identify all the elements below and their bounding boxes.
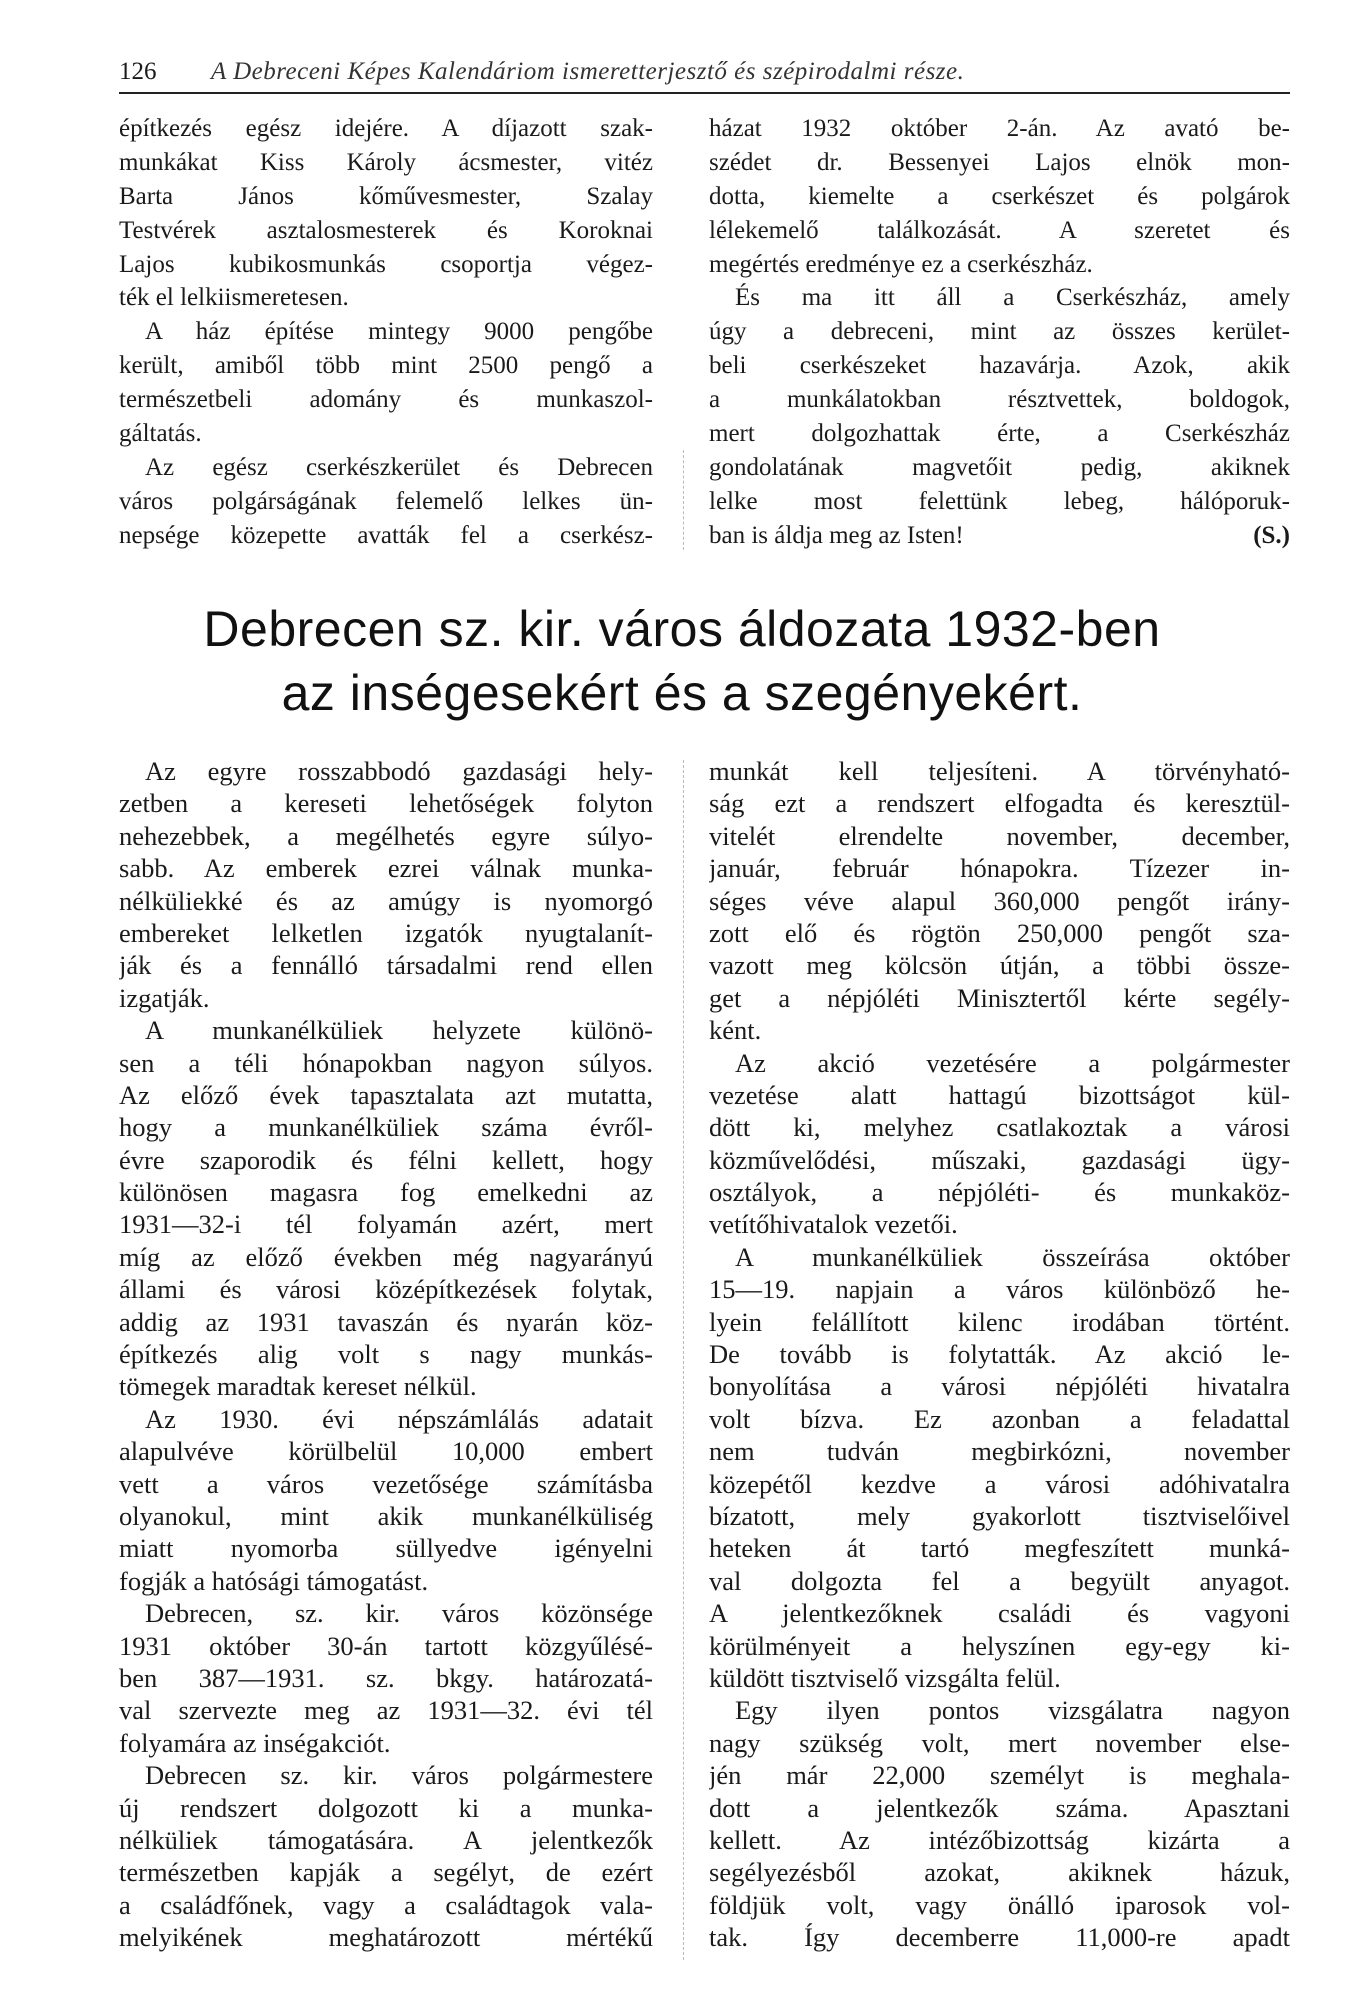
line-text: gáltatás. bbox=[119, 420, 202, 448]
text-line bbox=[119, 755, 653, 787]
text-line bbox=[119, 917, 653, 949]
text-line bbox=[709, 1047, 1290, 1079]
running-header bbox=[119, 58, 1290, 92]
line-text: 15—19. napjain a város különböző he- bbox=[709, 1274, 1290, 1305]
text-line bbox=[119, 214, 653, 248]
line-text: folyamára az inségakciót. bbox=[119, 1727, 391, 1758]
column-divider bbox=[683, 450, 684, 550]
line-text: Lajos kubikosmunkás csoportja végez- bbox=[119, 250, 653, 278]
text-line bbox=[709, 982, 1290, 1014]
line-text: ték el lelkiismeretesen. bbox=[119, 284, 349, 312]
line-text: fogják a hatósági támogatást. bbox=[119, 1565, 429, 1596]
text-line bbox=[709, 1889, 1290, 1921]
text-line bbox=[709, 1565, 1290, 1597]
text-line bbox=[119, 1014, 653, 1046]
paragraph bbox=[119, 1597, 653, 1759]
line-text: izgatják. bbox=[119, 982, 210, 1013]
text-line bbox=[709, 1824, 1290, 1856]
line-text: vitelét elrendelte november, december, bbox=[709, 820, 1290, 851]
text-line bbox=[709, 383, 1290, 417]
line-text: építkezés egész idejére. A díjazott szak- bbox=[119, 115, 653, 142]
line-text: Az egész cserkészkerület és Debrecen bbox=[145, 453, 653, 481]
line-text: jén már 22,000 személyt is meghala- bbox=[709, 1760, 1290, 1791]
line-text: gondolatának magvetőit pedig, akiknek bbox=[709, 453, 1290, 481]
paragraph bbox=[119, 451, 653, 553]
line-text: küldött tisztviselő vizsgálta felül. bbox=[709, 1662, 1061, 1693]
line-text: új rendszert dolgozott ki a munka- bbox=[119, 1792, 653, 1823]
text-line bbox=[709, 1792, 1290, 1824]
line-text: zott elő és rögtön 250,000 pengőt sza- bbox=[709, 917, 1290, 948]
line-text: val dolgozta fel a begyült anyagot. bbox=[709, 1565, 1290, 1596]
line-text: miatt nyomorba süllyedve igényelni bbox=[119, 1533, 653, 1564]
text-line bbox=[709, 485, 1290, 519]
text-line bbox=[709, 787, 1290, 819]
text-line bbox=[119, 281, 653, 315]
text-line bbox=[709, 1370, 1290, 1402]
line-text: ban is áldja meg az Isten! bbox=[709, 521, 964, 549]
line-text: embereket lelketlen izgatók nyugtalanít- bbox=[119, 917, 653, 948]
text-line bbox=[119, 852, 653, 884]
line-text: Testvérek asztalosmesterek és Koroknai bbox=[119, 216, 653, 244]
line-text: dött ki, melyhez csatlakoztak a városi bbox=[709, 1112, 1290, 1143]
line-text: És ma itt áll a Cserkészház, amely bbox=[735, 284, 1290, 312]
text-line bbox=[119, 1889, 653, 1921]
text-line bbox=[709, 349, 1290, 383]
text-line bbox=[119, 1468, 653, 1500]
text-line bbox=[119, 1856, 653, 1888]
line-text: 1931 október 30-án tartott közgyűlésé- bbox=[119, 1630, 653, 1661]
line-text: lyein felállított kilenc irodában történt. bbox=[709, 1306, 1290, 1337]
line-text: alapulvéve körülbelül 10,000 embert bbox=[119, 1436, 653, 1467]
line-text: megértés eredménye ez a cserkészház. bbox=[709, 250, 1093, 278]
line-text: A munkanélküliek összeírása október bbox=[735, 1241, 1290, 1272]
text-line bbox=[119, 1630, 653, 1662]
line-text: úgy a debreceni, mint az összes kerület- bbox=[709, 318, 1290, 346]
line-text: segélyezésből azokat, akiknek házuk, bbox=[709, 1857, 1290, 1888]
line-text: olyanokul, mint akik munkanélküliség bbox=[119, 1500, 653, 1531]
text-line bbox=[119, 982, 653, 1014]
text-line bbox=[119, 1824, 653, 1856]
text-line bbox=[119, 1792, 653, 1824]
line-text: lélekemelő találkozását. A szeretet és bbox=[709, 216, 1290, 244]
line-text: ják és a fennálló társadalmi rend ellen bbox=[119, 950, 653, 981]
text-line bbox=[709, 1630, 1290, 1662]
line-text: szédet dr. Bessenyei Lajos elnök mon- bbox=[709, 148, 1290, 176]
line-text: nem tudván megbirkózni, november bbox=[709, 1436, 1290, 1467]
article-left-column bbox=[119, 755, 653, 1953]
line-text: a munkálatokban résztvettek, boldogok, bbox=[709, 386, 1290, 414]
line-text: Debrecen, sz. kir. város közönsége bbox=[145, 1598, 653, 1629]
paragraph bbox=[709, 1694, 1290, 1953]
text-line bbox=[709, 1014, 1290, 1046]
author-signature: (S.) bbox=[1253, 521, 1290, 549]
paragraph bbox=[709, 1241, 1290, 1694]
line-text: tömegek maradtak kereset nélkül. bbox=[119, 1371, 477, 1402]
text-line bbox=[709, 112, 1290, 146]
line-text: vezetése alatt hattagú bizottságot kül- bbox=[709, 1079, 1290, 1110]
text-line bbox=[709, 180, 1290, 214]
line-text: volt bízva. Ez azonban a feladattal bbox=[709, 1403, 1290, 1434]
text-line bbox=[709, 917, 1290, 949]
top-right-column bbox=[709, 112, 1290, 553]
line-text: vazott meg kölcsön útján, a többi össze- bbox=[709, 950, 1290, 981]
line-text: bízatott, mely gyakorlott tisztviselőivel bbox=[709, 1500, 1290, 1531]
line-text: nélküliekké és az amúgy is nyomorgó bbox=[119, 885, 653, 916]
text-line bbox=[119, 1694, 653, 1726]
line-text: vett a város vezetősége számításba bbox=[119, 1468, 653, 1499]
text-line bbox=[709, 146, 1290, 180]
line-text: val szervezte meg az 1931—32. évi tél bbox=[119, 1695, 653, 1726]
text-line bbox=[119, 885, 653, 917]
line-text: séges véve alapul 360,000 pengőt irány- bbox=[709, 885, 1290, 916]
line-text: A ház építése mintegy 9000 pengőbe bbox=[145, 318, 653, 346]
text-line bbox=[119, 1921, 653, 1953]
line-text: város polgárságának felemelő lelkes ün- bbox=[119, 487, 653, 515]
line-text: körülményeit a helyszínen egy-egy ki- bbox=[709, 1630, 1290, 1661]
header-rule bbox=[119, 92, 1290, 94]
line-text: dott a jelentkezők száma. Apasztani bbox=[709, 1792, 1290, 1823]
text-line bbox=[709, 1176, 1290, 1208]
text-line bbox=[709, 451, 1290, 485]
line-text: ság ezt a rendszert elfogadta és keresztül- bbox=[709, 788, 1290, 819]
line-text: zetben a kereseti lehetőségek folyton bbox=[119, 788, 653, 819]
text-line bbox=[119, 1144, 653, 1176]
text-line bbox=[119, 1241, 653, 1273]
text-line bbox=[119, 1208, 653, 1240]
text-line bbox=[709, 1403, 1290, 1435]
line-text: Egy ilyen pontos vizsgálatra nagyon bbox=[735, 1695, 1290, 1726]
text-line bbox=[709, 214, 1290, 248]
text-line bbox=[119, 1079, 653, 1111]
text-line bbox=[119, 146, 653, 180]
text-line bbox=[119, 1435, 653, 1467]
line-text: ként. bbox=[709, 1015, 762, 1046]
line-text: január, február hónapokra. Tízezer in- bbox=[709, 853, 1290, 884]
text-line bbox=[119, 787, 653, 819]
text-line bbox=[119, 1532, 653, 1564]
line-text: Az akció vezetésére a polgármester bbox=[735, 1047, 1290, 1078]
line-text: Az előző évek tapasztalata azt mutatta, bbox=[119, 1079, 653, 1110]
text-line bbox=[119, 820, 653, 852]
text-line bbox=[119, 112, 653, 146]
paragraph bbox=[119, 1759, 653, 1953]
line-text: A jelentkezőknek családi és vagyoni bbox=[709, 1598, 1290, 1629]
line-text: évre szaporodik és félni kellett, hogy bbox=[119, 1144, 653, 1175]
line-text: került, amiből több mint 2500 pengő a bbox=[119, 352, 653, 380]
line-text: munkákat Kiss Károly ácsmester, vitéz bbox=[119, 148, 653, 176]
paragraph bbox=[119, 112, 653, 315]
text-line bbox=[709, 1532, 1290, 1564]
line-text: állami és városi középítkezések folytak, bbox=[119, 1274, 653, 1305]
line-text: tak. Így decemberre 11,000-re apadt bbox=[709, 1922, 1290, 1953]
line-text: hogy a munkanélküliek száma évről- bbox=[119, 1112, 653, 1143]
text-line bbox=[119, 383, 653, 417]
text-line bbox=[709, 1241, 1290, 1273]
text-line bbox=[709, 1662, 1290, 1694]
paragraph bbox=[119, 315, 653, 451]
text-line bbox=[119, 1727, 653, 1759]
text-line bbox=[119, 1565, 653, 1597]
line-text: 1931—32-i tél folyamán azért, mert bbox=[119, 1209, 653, 1240]
text-line bbox=[119, 1759, 653, 1791]
line-text: természetben kapják a segélyt, de ezért bbox=[119, 1857, 653, 1888]
paragraph bbox=[709, 1047, 1290, 1241]
text-line bbox=[119, 451, 653, 485]
text-line bbox=[709, 1921, 1290, 1953]
line-text: építkezés alig volt s nagy munkás- bbox=[119, 1339, 653, 1370]
text-line bbox=[709, 1208, 1290, 1240]
line-text: míg az előző években még nagyarányú bbox=[119, 1241, 653, 1272]
text-line bbox=[119, 519, 653, 553]
article-title-line-2: az inségesekért és a szegényekért. bbox=[281, 665, 1083, 721]
text-line bbox=[119, 1338, 653, 1370]
line-text: De tovább is folytatták. Az akció le- bbox=[709, 1339, 1290, 1370]
text-line bbox=[119, 1597, 653, 1629]
text-line bbox=[709, 281, 1290, 315]
text-line bbox=[709, 1273, 1290, 1305]
paragraph bbox=[709, 755, 1290, 1047]
line-text: sabb. Az emberek ezrei válnak munka- bbox=[119, 853, 653, 884]
text-line bbox=[709, 519, 1290, 553]
text-line bbox=[119, 1662, 653, 1694]
text-line bbox=[119, 949, 653, 981]
line-text: nepsége közepette avatták fel a cserkész- bbox=[119, 521, 653, 549]
text-line bbox=[709, 949, 1290, 981]
text-line bbox=[119, 1111, 653, 1143]
text-line bbox=[709, 1694, 1290, 1726]
line-text: közepétől kezdve a városi adóhivatalra bbox=[709, 1468, 1290, 1499]
text-line bbox=[709, 1144, 1290, 1176]
text-line bbox=[709, 1111, 1290, 1143]
text-line bbox=[709, 417, 1290, 451]
text-line bbox=[119, 1370, 653, 1402]
line-text: közművelődési, műszaki, gazdasági ügy- bbox=[709, 1144, 1290, 1175]
line-text: mert dolgozhattak érte, a Cserkészház bbox=[709, 420, 1290, 448]
text-line bbox=[119, 485, 653, 519]
paragraph bbox=[709, 281, 1290, 552]
text-line bbox=[709, 248, 1290, 282]
line-text: Az egyre rosszabbodó gazdasági hely- bbox=[145, 756, 653, 786]
line-text: lelke most felettünk lebeg, hálóporuk- bbox=[709, 487, 1290, 515]
line-text: Az 1930. évi népszámlálás adatait bbox=[145, 1403, 653, 1434]
text-line bbox=[119, 1500, 653, 1532]
text-line bbox=[119, 1047, 653, 1079]
line-text: sen a téli hónapokban nagyon súlyos. bbox=[119, 1047, 653, 1078]
text-line bbox=[119, 1403, 653, 1435]
text-line bbox=[709, 1597, 1290, 1629]
text-line bbox=[119, 1306, 653, 1338]
running-title: A Debreceni Képes Kalendáriom ismeretterjesztő és szépirodalmi része. bbox=[211, 58, 965, 85]
line-text: beli cserkészeket hazavárja. Azok, akik bbox=[709, 352, 1290, 380]
text-line bbox=[119, 1273, 653, 1305]
line-text: ben 387—1931. sz. bkgy. határozatá- bbox=[119, 1662, 653, 1693]
text-line bbox=[709, 885, 1290, 917]
text-line bbox=[709, 1856, 1290, 1888]
line-text: nehezebbek, a megélhetés egyre súlyo- bbox=[119, 820, 653, 851]
paragraph bbox=[119, 755, 653, 1014]
text-line bbox=[709, 1306, 1290, 1338]
line-text: földjük volt, vagy önálló iparosok vol- bbox=[709, 1889, 1290, 1920]
line-text: a családfőnek, vagy a családtagok vala- bbox=[119, 1889, 653, 1920]
text-line bbox=[119, 315, 653, 349]
text-line bbox=[709, 1727, 1290, 1759]
line-text: nélküliek támogatására. A jelentkezők bbox=[119, 1824, 653, 1855]
paragraph bbox=[119, 1403, 653, 1597]
text-line bbox=[709, 1079, 1290, 1111]
text-line bbox=[119, 417, 653, 451]
line-text: munkát kell teljesíteni. A törvényható- bbox=[709, 756, 1290, 786]
top-left-column bbox=[119, 112, 653, 553]
page-number: 126 bbox=[119, 58, 157, 85]
line-text: különösen magasra fog emelkedni az bbox=[119, 1177, 653, 1208]
line-text: természetbeli adomány és munkaszol- bbox=[119, 386, 653, 414]
paragraph bbox=[709, 112, 1290, 281]
text-line bbox=[709, 1435, 1290, 1467]
text-line bbox=[119, 248, 653, 282]
text-line bbox=[709, 1468, 1290, 1500]
text-line bbox=[119, 1176, 653, 1208]
line-text: melyikének meghatározott mértékű bbox=[119, 1922, 653, 1953]
text-line bbox=[119, 349, 653, 383]
line-text: get a népjóléti Minisztertől kérte segély- bbox=[709, 982, 1290, 1013]
text-line bbox=[709, 1338, 1290, 1370]
column-divider bbox=[683, 760, 684, 1960]
line-text: Barta János kőművesmester, Szalay bbox=[119, 182, 653, 210]
text-line bbox=[709, 1500, 1290, 1532]
line-text: vetítőhivatalok vezetői. bbox=[709, 1209, 958, 1240]
line-text: dotta, kiemelte a cserkészet és polgárok bbox=[709, 182, 1290, 210]
line-text: házat 1932 október 2-án. Az avató be- bbox=[709, 115, 1290, 142]
paragraph bbox=[119, 1014, 653, 1403]
article-right-column bbox=[709, 755, 1290, 1953]
line-text: addig az 1931 tavaszán és nyarán köz- bbox=[119, 1306, 653, 1337]
line-text: A munkanélküliek helyzete különö- bbox=[145, 1015, 653, 1046]
text-line bbox=[709, 315, 1290, 349]
text-line bbox=[709, 755, 1290, 787]
line-text: osztályok, a népjóléti- és munkaköz- bbox=[709, 1177, 1290, 1208]
text-line bbox=[709, 1759, 1290, 1791]
line-text: nagy szükség volt, mert november else- bbox=[709, 1727, 1290, 1758]
article-title-line-1: Debrecen sz. kir. város áldozata 1932-ben bbox=[203, 601, 1161, 657]
line-text: Debrecen sz. kir. város polgármestere bbox=[145, 1760, 653, 1791]
text-line bbox=[709, 820, 1290, 852]
text-line bbox=[709, 852, 1290, 884]
line-text: heteken át tartó megfeszített munká- bbox=[709, 1533, 1290, 1564]
line-text: bonyolítása a városi népjóléti hivatalra bbox=[709, 1371, 1290, 1402]
line-text: kellett. Az intézőbizottság kizárta a bbox=[709, 1824, 1290, 1855]
text-line bbox=[119, 180, 653, 214]
